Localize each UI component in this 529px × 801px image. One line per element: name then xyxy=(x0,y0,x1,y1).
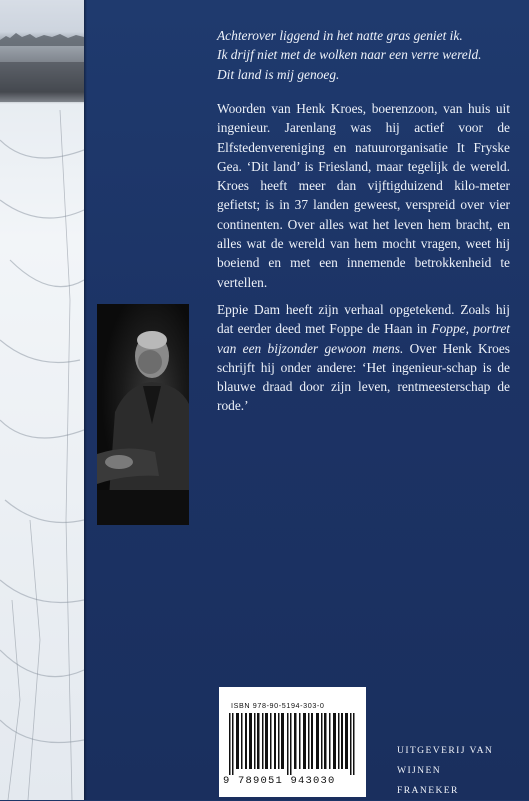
publisher-name: UITGEVERIJ VAN WIJNEN xyxy=(397,745,494,776)
poem-line: Dit land is mij genoeg. xyxy=(217,66,340,82)
snow-field-photo-strip xyxy=(0,0,84,800)
poem xyxy=(217,26,510,84)
paragraph-2-text-end: Over Henk Kroes schrijft hij onder andere: ‘Het ingenieur-schap is de blauwe draad door zijn leven, rentmeesterschap de rode.’ xyxy=(217,340,510,414)
blurb-paragraph-1: Woorden van Henk Kroes, boerenzoon, van huis uit ingenieur. Jarenlang was hij actief voor de Elfstedenvereniging en natuurorganisatie It Fryske Gea. ‘Dit land’ is Friesland, maar tegelijk de wereld. Kroes heeft meer dan vijftigduizend kilo-meter gefietst; is in 37 landen geweest, verspreid over vier continenten. Over alles wat het leven hem bracht, en alles wat de wereld van hem mocht vragen, weet hij boeiend en met een innemende betrokkenheid te vertellen. xyxy=(217,101,510,290)
paragraph-2-text: Eppie Dam heeft zijn verhaal opgetekend. Zoals hij dat eerder deed met Foppe de Haan in xyxy=(217,302,510,337)
strip-shadow xyxy=(84,0,87,800)
poem-line: Achterover liggend in het natte gras geniet ik. xyxy=(217,28,463,43)
publisher-imprint xyxy=(397,741,529,801)
book-title-reference: Foppe, portret van een bijzonder gewoon mens. xyxy=(217,321,510,356)
blurb-paragraph-2 xyxy=(217,300,510,416)
isbn-label: ISBN 978-90-5194-303-0 xyxy=(231,701,325,710)
ean-digits: 9 789051 943030 xyxy=(223,775,336,787)
publisher-city: FRANEKER xyxy=(397,785,459,796)
isbn-barcode xyxy=(219,687,366,797)
poem-line: Ik drijf niet met de wolken naar een verre wereld. xyxy=(217,47,482,63)
barcode-bars xyxy=(229,713,357,775)
author-portrait-photo xyxy=(97,304,189,525)
